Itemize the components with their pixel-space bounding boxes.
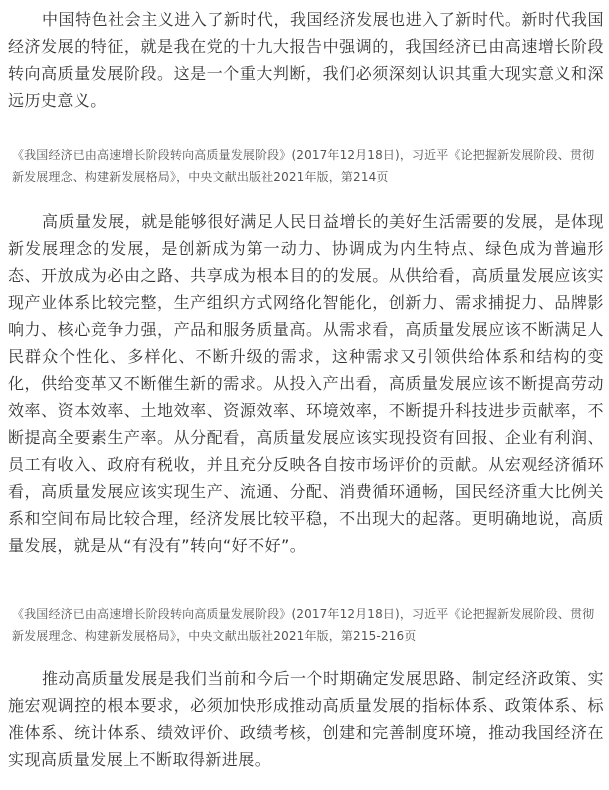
paragraph-1: 中国特色社会主义进入了新时代，我国经济发展也进入了新时代。新时代我国经济发展的特征，就是我在党的十九大报告中强调的，我国经济已由高速增长阶段转向高质量发展阶段。这是一个重大判断，我们必须深刻认识其重大现实意义和深远历史意义。	[8, 10, 604, 110]
source-citation-2: 《我国经济已由高速增长阶段转向高质量发展阶段》(2017年12月18日)，习近平《论把握新发展阶段、贯彻新发展理念、构建新发展格局》，中央文献出版社2021年版，第215-216页	[12, 607, 595, 643]
paragraph-3: 推动高质量发展是我们当前和今后一个时期确定发展思路、制定经济政策、实施宏观调控的根本要求，必须加快形成推动高质量发展的指标体系、政策体系、标准体系、统计体系、绩效评价、政绩考核，创建和完善制度环境，推动我国经济在实现高质量发展上不断取得新进展。	[8, 669, 604, 769]
paragraph-2: 高质量发展，就是能够很好满足人民日益增长的美好生活需要的发展，是体现新发展理念的发展，是创新成为第一动力、协调成为内生特点、绿色成为普遍形态、开放成为必由之路、共享成为根本目的的发展。从供给看，高质量发展应该实现产业体系比较完整，生产组织方式网络化智能化，创新力、需求捕捉力、品牌影响力、核心竞争力强，产品和服务质量高。从需求看，高质量发展应该不断满足人民群众个性化、多样化、不断升级的需求，这种需求又引领供给体系和结构的变化，供给变革又不断催生新的需求。从投入产出看，高质量发展应该不断提高劳动效率、资本效率、土地效率、资源效率、环境效率，不断提升科技进步贡献率，不断提高全要素生产率。从分配看，高质量发展应该实现投资有回报、企业有利润、员工有收入、政府有税收，并且充分反映各自按市场评价的贡献。从宏观经济循环看，高质量发展应该实现生产、流通、分配、消费循环通畅，国民经济重大比例关系和空间布局比较合理，经济发展比较平稳，不出现大的起落。更明确地说，高质量发展，就是从“有没有”转向“好不好”。	[8, 212, 604, 555]
source-citation-1: 《我国经济已由高速增长阶段转向高质量发展阶段》(2017年12月18日)，习近平《论把握新发展阶段、贯彻新发展理念、构建新发展格局》，中央文献出版社2021年版，第214页	[12, 148, 595, 184]
